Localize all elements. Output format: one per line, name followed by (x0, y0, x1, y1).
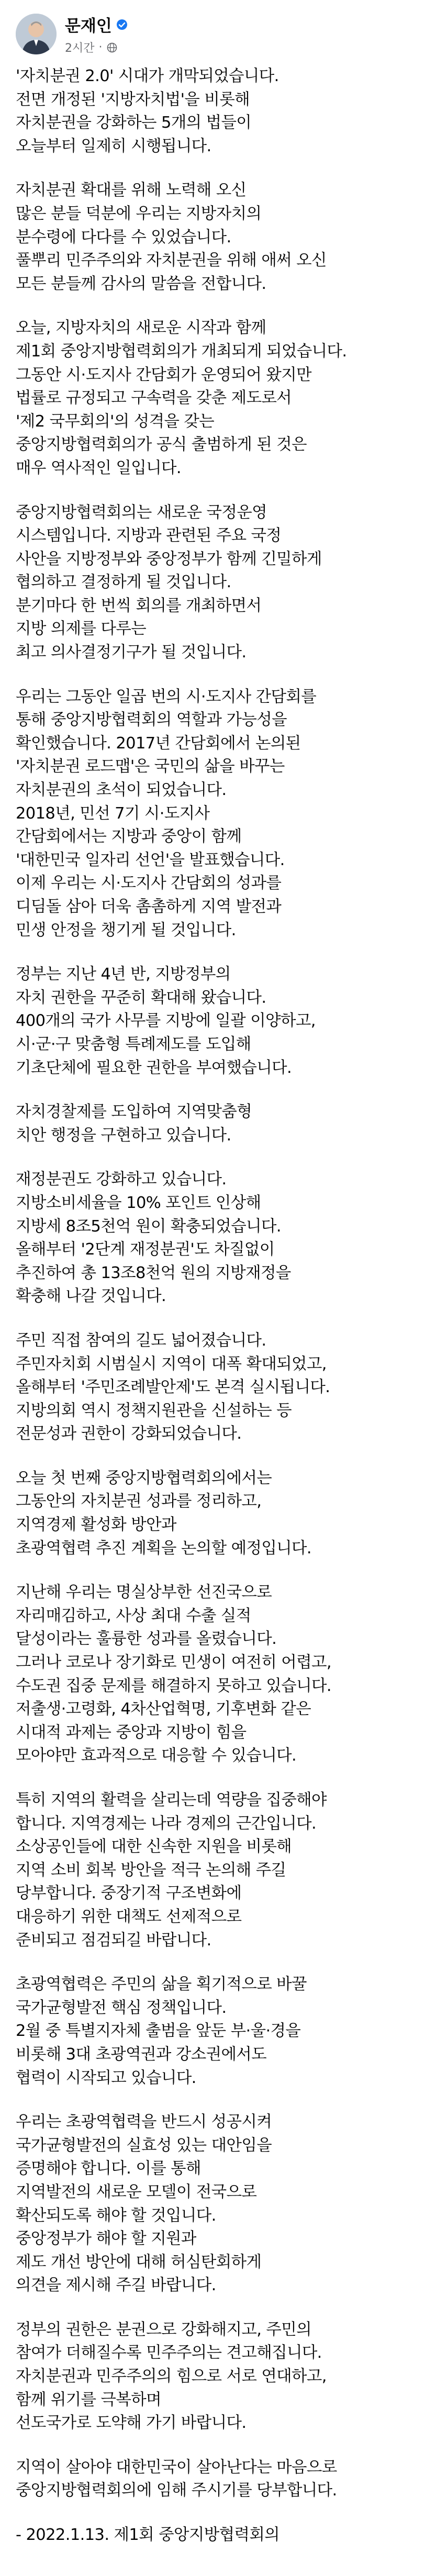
post-text-line: 협력이 시작되고 있습니다. (16, 2068, 196, 2087)
post-paragraph (16, 1329, 413, 1446)
post-text-line: 저출생·고령화, 4차산업혁명, 기후변화 같은 (16, 1700, 311, 1719)
post-text-line: 자리매김하고, 사상 최대 수출 실적 (16, 1606, 251, 1625)
post-text-line: 자치분권 확대를 위해 노력해 오신 (16, 181, 247, 200)
post-text-line: 중앙지방협력회의에 임해 주시기를 당부합니다. (16, 2481, 337, 2500)
post-text-line: 확인했습니다. 2017년 간담회에서 논의된 (16, 734, 301, 753)
post-text-line: 정부는 지난 4년 반, 지방정부의 (16, 965, 231, 984)
post-text-line: '대한민국 일자리 선언'을 발표했습니다. (16, 850, 285, 869)
post-text-line: 분수령에 다다를 수 있었습니다. (16, 228, 231, 247)
post-text-line: 증명해야 합니다. 이를 통해 (16, 2159, 201, 2178)
public-globe-icon[interactable] (107, 42, 117, 53)
post-text-line: 2018년, 민선 7기 시·도지사 (16, 804, 210, 823)
post-text-line: 매우 역사적인 일입니다. (16, 458, 181, 477)
post-text-line: 풀뿌리 민주주의와 자치분권을 위해 애써 오신 (16, 251, 327, 270)
post-text-line: 시대적 과제는 중앙과 지방이 힘을 (16, 1723, 247, 1742)
post-text-line: 400개의 국가 사무를 지방에 일괄 이양하고, (16, 1012, 316, 1031)
post-paragraph (16, 686, 413, 943)
post-text-line: 소상공인들에 대한 신속한 지원을 비롯해 (16, 1838, 292, 1856)
post-text-line: 올해부터 '주민조례발안제'도 본격 실시됩니다. (16, 1378, 330, 1397)
post-text-line: 법률로 규정되고 구속력을 갖춘 제도로서 (16, 389, 292, 408)
post-text-line: 지방세 8조5천억 원이 확충되었습니다. (16, 1217, 281, 1236)
post-header (16, 0, 413, 65)
post-time[interactable]: 2시간 (65, 42, 95, 55)
post-text-line: 준비되고 점검되길 바랍니다. (16, 1931, 211, 1950)
post-text-line: 자치 권한을 꾸준히 확대해 왔습니다. (16, 988, 266, 1007)
post-paragraph (16, 963, 413, 1080)
post-text-line: 중앙지방협력회의는 새로운 국정운영 (16, 503, 267, 522)
post-text-line: 협의하고 결정하게 될 것입니다. (16, 573, 231, 592)
post-paragraph (16, 179, 413, 296)
post-text-line: 민생 안정을 챙기게 될 것입니다. (16, 921, 236, 939)
post-paragraph (16, 2524, 413, 2547)
post-text-line: 국가균형발전 핵심 정책입니다. (16, 1998, 227, 2017)
post-text-line: 자치경찰제를 도입하여 지역맞춤형 (16, 1103, 252, 1122)
post-text-line: - 2022.1.13. 제1회 중앙지방협력회의 (16, 2526, 280, 2545)
post-text-line: 대응하기 위한 대책도 선제적으로 (16, 1907, 242, 1926)
post-text-line: 주민자치회 시범실시 지역이 대폭 확대되었고, (16, 1354, 327, 1373)
post-text-line: 비롯해 3대 초광역권과 강소권에서도 (16, 2045, 267, 2064)
post-text-line: 이제 우리는 시·도지사 간담회의 성과를 (16, 874, 282, 893)
post-text-line: 전면 개정된 '지방자치법'을 비롯해 (16, 90, 250, 109)
post-text-line: 지난해 우리는 명실상부한 선진국으로 (16, 1583, 272, 1602)
post-text-line: 합니다. 지역경제는 나라 경제의 근간입니다. (16, 1814, 317, 1833)
post-text-line: 올해부터 '2단계 재정분권'도 차질없이 (16, 1240, 275, 1259)
post-text-line: 디딤돌 삼아 더욱 촘촘하게 지역 발전과 (16, 898, 282, 916)
post-paragraph (16, 2456, 413, 2503)
post-text-line: 모든 분들께 감사의 말씀을 전합니다. (16, 274, 266, 293)
post-text-line: 지방의회 역시 정책지원관을 신설하는 등 (16, 1401, 292, 1420)
post-paragraph (16, 65, 413, 158)
post-text-line: 지역경제 활성화 방안과 (16, 1516, 176, 1535)
verified-badge-icon (116, 19, 128, 30)
post-text-line: 자치분권과 민주주의의 힘으로 서로 연대하고, (16, 2367, 327, 2386)
post-paragraph (16, 501, 413, 665)
post-text-line: 그동안 시·도지사 간담회가 운영되어 왔지만 (16, 365, 312, 384)
post-text-line: 지역 소비 회복 방안을 적극 논의해 주길 (16, 1861, 286, 1879)
post-paragraph (16, 1581, 413, 1768)
post-text-line: 추진하여 총 13조8천억 원의 지방재정을 (16, 1263, 291, 1282)
post-text-line: 초광역협력 추진 계획을 논의할 예정입니다. (16, 1539, 312, 1558)
author-row (65, 13, 128, 36)
post-text-line: 오늘 첫 번째 중앙지방협력회의에서는 (16, 1469, 272, 1487)
post-paragraph (16, 317, 413, 480)
post-text-line: 함께 위기를 극복하며 (16, 2390, 161, 2409)
post-text-line: 사안을 지방정부와 중앙정부가 함께 긴밀하게 (16, 550, 322, 568)
post-text-line: 최고 의사결정기구가 될 것입니다. (16, 643, 247, 662)
post-text-line: 시스템입니다. 지방과 관련된 주요 국정 (16, 527, 282, 545)
post-text-line: 2월 중 특별지자체 출범을 앞둔 부·울·경을 (16, 2022, 301, 2041)
post-text-line: 지방 의제를 다루는 (16, 620, 147, 639)
post-text-line: 시·군·구 맞춤형 특례제도를 도입해 (16, 1035, 251, 1054)
post-meta (65, 13, 128, 55)
post-paragraph (16, 1101, 413, 1147)
post-text-line: 확충해 나갈 것입니다. (16, 1287, 166, 1306)
post-text-line: 지역발전의 새로운 모델이 전국으로 (16, 2182, 257, 2201)
post-text-line: 수도권 집중 문제를 해결하지 못하고 있습니다. (16, 1676, 331, 1695)
post-text-line: 주민 직접 참여의 길도 넓어졌습니다. (16, 1331, 266, 1350)
post-text-line: 국가균형발전의 실효성 있는 대안임을 (16, 2136, 272, 2155)
post-text-line: 의견을 제시해 주길 바랍니다. (16, 2276, 216, 2295)
post-text-line: 초광역협력은 주민의 삶을 획기적으로 바꿀 (16, 1975, 307, 1994)
post-paragraph (16, 1168, 413, 1308)
post-text-line: 중앙정부가 해야 할 지원과 (16, 2230, 196, 2248)
post-text-line: 달성이라는 훌륭한 성과를 올렸습니다. (16, 1630, 277, 1649)
post-paragraph (16, 2319, 413, 2435)
post-text-line: 중앙지방협력회의가 공식 출범하게 된 것은 (16, 435, 307, 454)
post-text-line: 참여가 더해질수록 민주주의는 견고해집니다. (16, 2344, 322, 2362)
post-text-line: 간담회에서는 지방과 중앙이 함께 (16, 827, 242, 846)
post-text-line: 치안 행정을 구현하고 있습니다. (16, 1126, 231, 1145)
post-text-line: 오늘, 지방자치의 새로운 시작과 함께 (16, 319, 266, 338)
post-text-line: 우리는 그동안 일곱 번의 시·도지사 간담회를 (16, 687, 317, 706)
post-sub-row (65, 39, 128, 55)
post-text-line: 특히 지역의 활력을 살리는데 역량을 집중해야 (16, 1791, 327, 1809)
post-text-line: '자치분권 2.0' 시대가 개막되었습니다. (16, 67, 279, 85)
post-paragraph (16, 1973, 413, 2090)
post-text-line: '자치분권 로드맵'은 국민의 삶을 바꾸는 (16, 757, 285, 776)
post-paragraph (16, 1789, 413, 1952)
post-text-line: 선도국가로 도약해 가기 바랍니다. (16, 2414, 247, 2433)
post-text-line: 통해 중앙지방협력회의 역할과 가능성을 (16, 711, 287, 730)
post-text-line: 자치분권의 초석이 되었습니다. (16, 781, 227, 800)
post-text-line: 지방소비세율을 10% 포인트 인상해 (16, 1193, 261, 1212)
post-text-line: 오늘부터 일제히 시행됩니다. (16, 137, 211, 155)
post-text-line: 자치분권을 강화하는 5개의 법들이 (16, 114, 252, 132)
post-text-line: 제1회 중앙지방협력회의가 개최되게 되었습니다. (16, 342, 347, 361)
post-body (16, 65, 413, 2547)
post-paragraph (16, 1467, 413, 1560)
author-avatar[interactable] (16, 14, 57, 54)
post-text-line: 모아야만 효과적으로 대응할 수 있습니다. (16, 1746, 297, 1765)
post-text-line: 지역이 살아야 대한민국이 살아난다는 마음으로 (16, 2458, 337, 2477)
post-text-line: 그동안의 자치분권 성과를 정리하고, (16, 1492, 262, 1511)
post-paragraph (16, 2111, 413, 2298)
post-text-line: 우리는 초광역협력을 반드시 성공시켜 (16, 2113, 272, 2132)
post-text-line: 전문성과 권한이 강화되었습니다. (16, 1425, 242, 1443)
post-text-line: 정부의 권한은 분권으로 강화해지고, 주민의 (16, 2320, 312, 2339)
post-text-line: 많은 분들 덕분에 우리는 지방자치의 (16, 204, 262, 223)
post-text-line: 당부합니다. 중장기적 구조변화에 (16, 1884, 242, 1903)
post-text-line: 재정분권도 강화하고 있습니다. (16, 1170, 227, 1189)
author-name[interactable]: 문재인 (65, 17, 112, 36)
post-text-line: 기초단체에 필요한 권한을 부여했습니다. (16, 1058, 292, 1077)
post-text-line: 그러나 코로나 장기화로 민생이 여전히 어렵고, (16, 1653, 331, 1672)
post-text-line: 확산되도록 해야 할 것입니다. (16, 2206, 216, 2225)
post-text-line: '제2 국무회의'의 성격을 갖는 (16, 412, 215, 431)
post-text-line: 분기마다 한 번씩 회의를 개최하면서 (16, 596, 262, 615)
separator-dot: · (98, 41, 103, 54)
post-text-line: 제도 개선 방안에 대해 허심탄회하게 (16, 2253, 262, 2271)
